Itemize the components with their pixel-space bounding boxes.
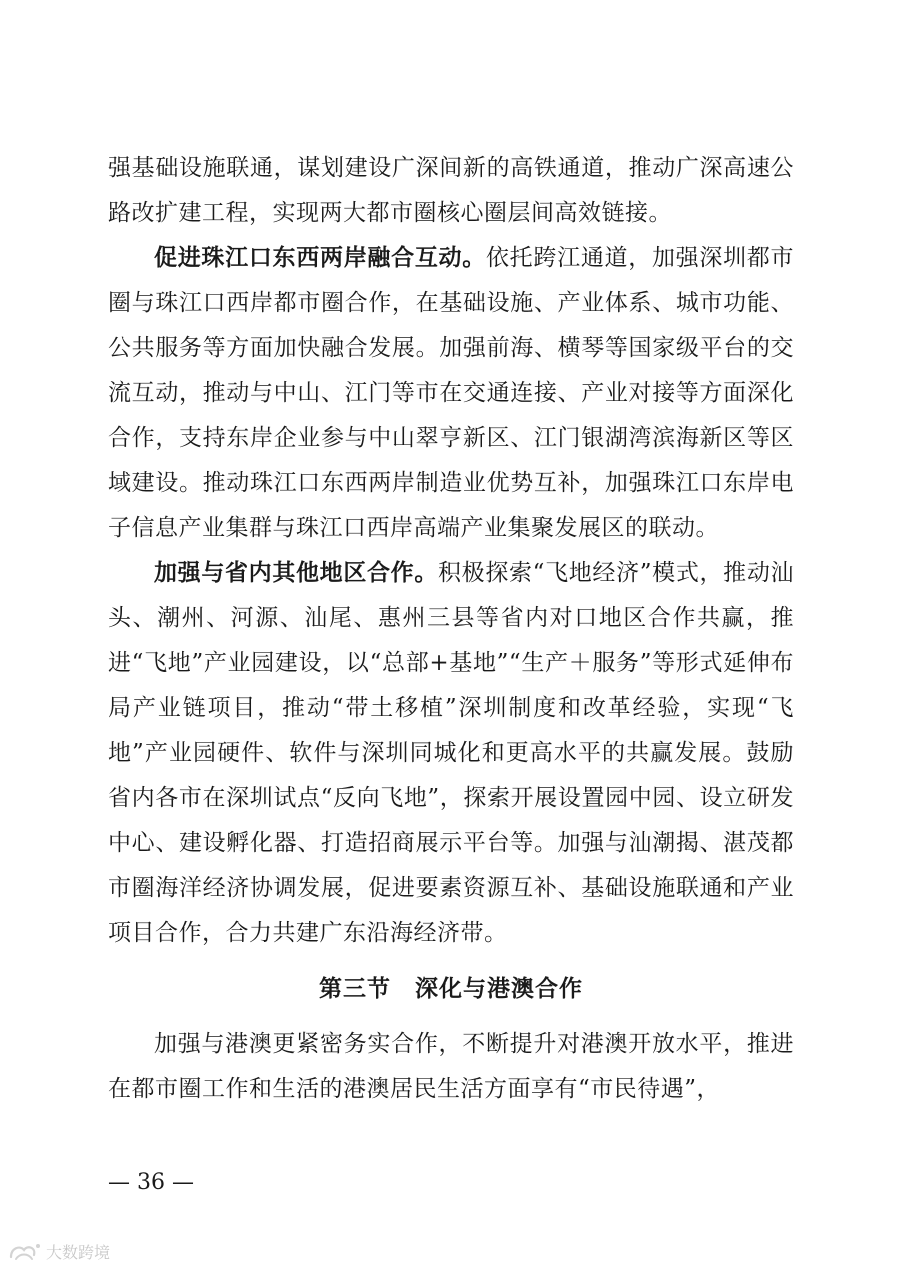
paragraph-lead-heading: 促进珠江口东西两岸融合互动。 xyxy=(154,245,486,271)
paragraph-text: 强基础设施联通，谋划建设广深间新的高铁通道，推动广深高速公路改扩建工程，实现两大都市圈核心圈层间高效链接。 xyxy=(108,155,794,226)
paragraph-hk-macao-cooperation xyxy=(108,1022,794,1112)
paragraph-text: 依托跨江通道，加强深圳都市圈与珠江口西岸都市圈合作，在基础设施、产业体系、城市功能、公共服务等方面加快融合发展。加强前海、横琴等国家级平台的交流互动，推动与中山、江门等市在交通连接、产业对接等方面深化合作，支持东岸企业参与中山翠亨新区、江门银湖湾滨海新区等区域建设。推动珠江口东西两岸制造业优势互补，加强珠江口东岸电子信息产业集群与珠江口西岸高端产业集聚发展区的联动。 xyxy=(108,245,795,541)
document-page xyxy=(108,146,794,1112)
paragraph-text: 加强与港澳更紧密务实合作，不断提升对港澳开放水平，推进在都市圈工作和生活的港澳居民生活方面享有“市民待遇”， xyxy=(108,1031,794,1102)
watermark-text: 大数跨境 xyxy=(46,1243,111,1262)
watermark xyxy=(8,1240,110,1263)
paragraph-continued xyxy=(108,146,794,236)
paragraph-pearl-river-integration xyxy=(108,236,794,551)
paragraph-text: 积极探索“飞地经济”模式，推动汕头、潮州、河源、汕尾、惠州三县等省内对口地区合作共赢，推进“飞地”产业园建设，以“总部+基地”“生产＋服务”等形式延伸布局产业链项目，推动“带土移植”深圳制度和改革经验，实现“飞地”产业园硬件、软件与深圳同城化和更高水平的共赢发展。鼓励省内各市在深圳试点“反向飞地”，探索开展设置园中园、设立研发中心、建设孵化器、打造招商展示平台等。加强与汕潮揭、湛茂都市圈海洋经济协调发展，促进要素资源互补、基础设施联通和产业项目合作，合力共建广东沿海经济带。 xyxy=(108,560,794,946)
paragraph-provincial-cooperation xyxy=(108,551,794,956)
brand-logo-icon xyxy=(8,1241,42,1263)
page-number: — 36 — xyxy=(108,1170,194,1195)
paragraph-lead-heading: 加强与省内其他地区合作。 xyxy=(154,560,438,586)
section-title: 第三节 深化与港澳合作 xyxy=(319,976,583,1002)
